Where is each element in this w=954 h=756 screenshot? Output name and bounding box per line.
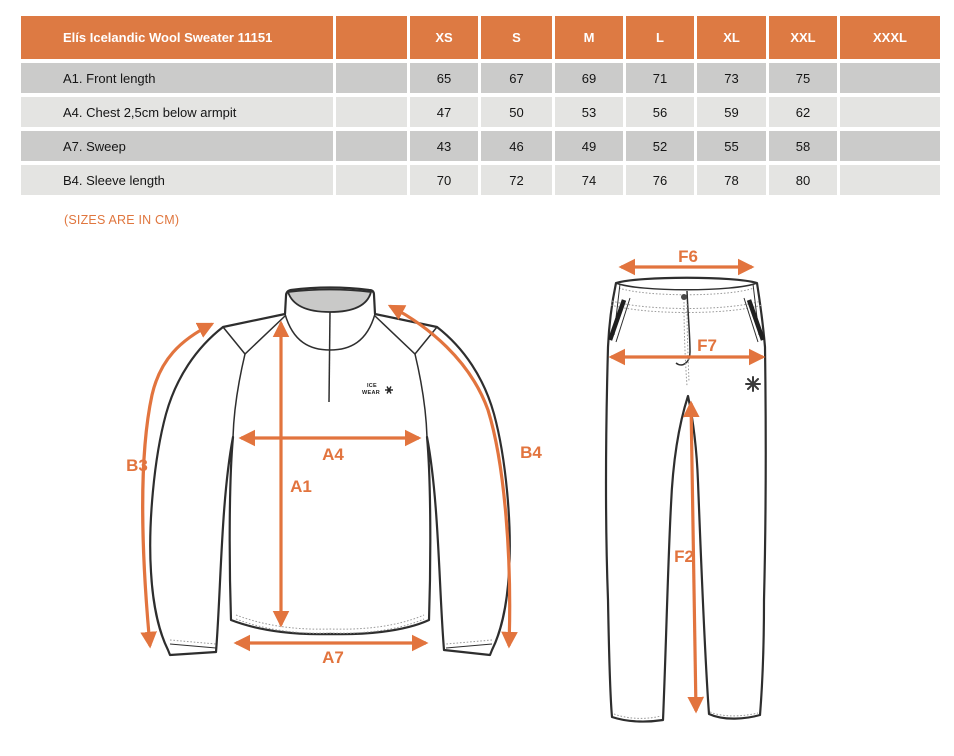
size-header-s: S xyxy=(481,16,552,59)
size-value-cell: 73 xyxy=(697,63,766,93)
measure-label: B4. Sleeve length xyxy=(21,165,333,195)
size-value-cell: 43 xyxy=(410,131,478,161)
f6-label: F6 xyxy=(678,247,698,266)
size-header-xxxl: XXXL xyxy=(840,16,940,59)
size-value-cell: 49 xyxy=(555,131,623,161)
f7-label: F7 xyxy=(697,336,717,355)
size-value-cell: 46 xyxy=(481,131,552,161)
size-value-cell: 53 xyxy=(555,97,623,127)
measure-label: A7. Sweep xyxy=(21,131,333,161)
pants-drawing xyxy=(606,247,766,722)
size-value-cell: 80 xyxy=(769,165,837,195)
logo-text-ice: ICE xyxy=(366,383,378,389)
size-value-cell: 58 xyxy=(769,131,837,161)
size-header-xxl: XXL xyxy=(769,16,837,59)
size-value-cell: 62 xyxy=(769,97,837,127)
product-title: Elís Icelandic Wool Sweater 11151 xyxy=(21,16,333,59)
size-header-l: L xyxy=(626,16,694,59)
size-value-cell: 75 xyxy=(769,63,837,93)
size-value-cell: 50 xyxy=(481,97,552,127)
b4-label: B4 xyxy=(520,443,542,462)
a4-label: A4 xyxy=(322,445,344,464)
size-header-m: M xyxy=(555,16,623,59)
sizes-unit-note: (SIZES ARE IN CM) xyxy=(64,213,180,227)
size-value-cell: 56 xyxy=(626,97,694,127)
size-value-cell: 59 xyxy=(697,97,766,127)
size-value-cell: 47 xyxy=(410,97,478,127)
measure-label: A4. Chest 2,5cm below armpit xyxy=(21,97,333,127)
size-value-cell: 78 xyxy=(697,165,766,195)
b3-label: B3 xyxy=(126,456,148,475)
size-value-cell: 72 xyxy=(481,165,552,195)
size-header-xl: XL xyxy=(697,16,766,59)
size-value-cell: 70 xyxy=(410,165,478,195)
waist-button xyxy=(681,294,687,300)
pants-outline xyxy=(606,278,766,722)
a7-label: A7 xyxy=(322,648,344,667)
size-value-cell: 71 xyxy=(626,63,694,93)
size-value-cell: 74 xyxy=(555,165,623,195)
size-value-cell: 69 xyxy=(555,63,623,93)
size-value-cell: 55 xyxy=(697,131,766,161)
size-value-cell: 52 xyxy=(626,131,694,161)
sweater-drawing xyxy=(126,288,542,668)
f2-label: F2 xyxy=(674,547,694,566)
zipper-line xyxy=(329,312,330,402)
size-value-cell: 65 xyxy=(410,63,478,93)
size-value-cell: 76 xyxy=(626,165,694,195)
logo-text-wear: WEAR xyxy=(361,390,381,396)
measure-label: A1. Front length xyxy=(21,63,333,93)
a1-label: A1 xyxy=(290,477,312,496)
size-header-xs: XS xyxy=(410,16,478,59)
size-value-cell: 67 xyxy=(481,63,552,93)
pants-snowflake-icon xyxy=(746,377,760,391)
